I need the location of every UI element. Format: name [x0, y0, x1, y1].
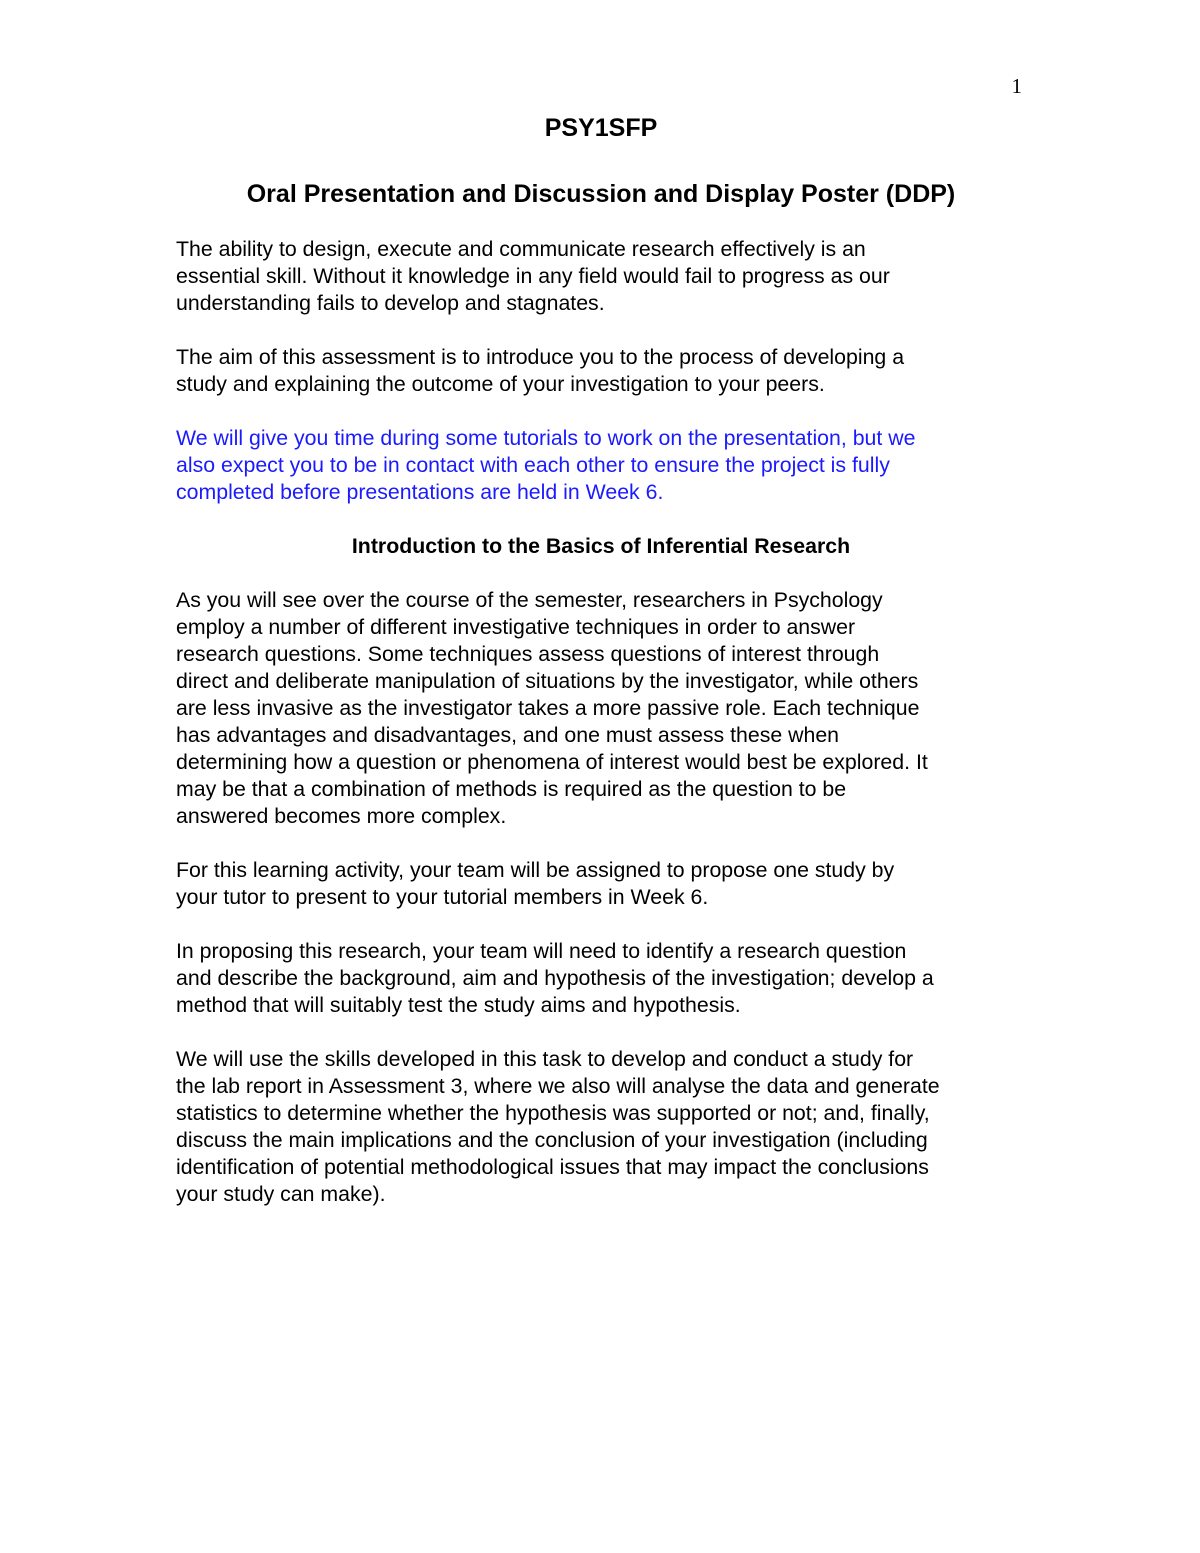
page-number: 1	[1011, 74, 1022, 98]
section-paragraph-4: We will use the skills developed in this task to develop and conduct a study for the lab report in Assessment 3, where we also will analyse the data and generate statistics to determine whether the hypothesis was supported or not; and, finally, discuss the main implications and the conclusion of your investigation (including identification of potential methodological issues that may impact the conclusions your study can make).	[176, 1047, 940, 1206]
intro-paragraph-2: The aim of this assessment is to introduce you to the process of developing a study and explaining the outcome of your investigation to your peers.	[176, 345, 905, 396]
document-title: Oral Presentation and Discussion and Display Poster (DDP)	[246, 180, 956, 208]
intro-highlighted-paragraph: We will give you time during some tutorials to work on the presentation, but we also expect you to be in contact with each other to ensure the project is fully completed before presentations are held in Week 6.	[176, 426, 916, 504]
section-paragraph-3: In proposing this research, your team will need to identify a research question and describe the background, aim and hypothesis of the investigation; develop a method that will suitably test the study aims and hypothesis.	[176, 939, 934, 1017]
course-code: PSY1SFP	[544, 114, 658, 142]
section-paragraph-1: As you will see over the course of the semester, researchers in Psychology employ a number of different investigative techniques in order to answer research questions. Some techniques assess questions of interest through direct and deliberate manipulation of situations by the investigator, while others are less invasive as the investigator takes a more passive role. Each technique has advantages and disadvantages, and one must assess these when determining how a question or phenomena of interest would best be explored. It may be that a combination of methods is required as the question to be answered becomes more complex.	[176, 588, 928, 828]
section-heading: Introduction to the Basics of Inferential Research	[351, 534, 851, 558]
document-body	[176, 113, 1026, 1235]
intro-paragraph-1: The ability to design, execute and communicate research effectively is an essential skill. Without it knowledge in any field would fail to progress as our understanding fails to develop and stagnates.	[176, 237, 890, 315]
section-paragraph-2: For this learning activity, your team will be assigned to propose one study by your tutor to present to your tutorial members in Week 6.	[176, 858, 895, 909]
